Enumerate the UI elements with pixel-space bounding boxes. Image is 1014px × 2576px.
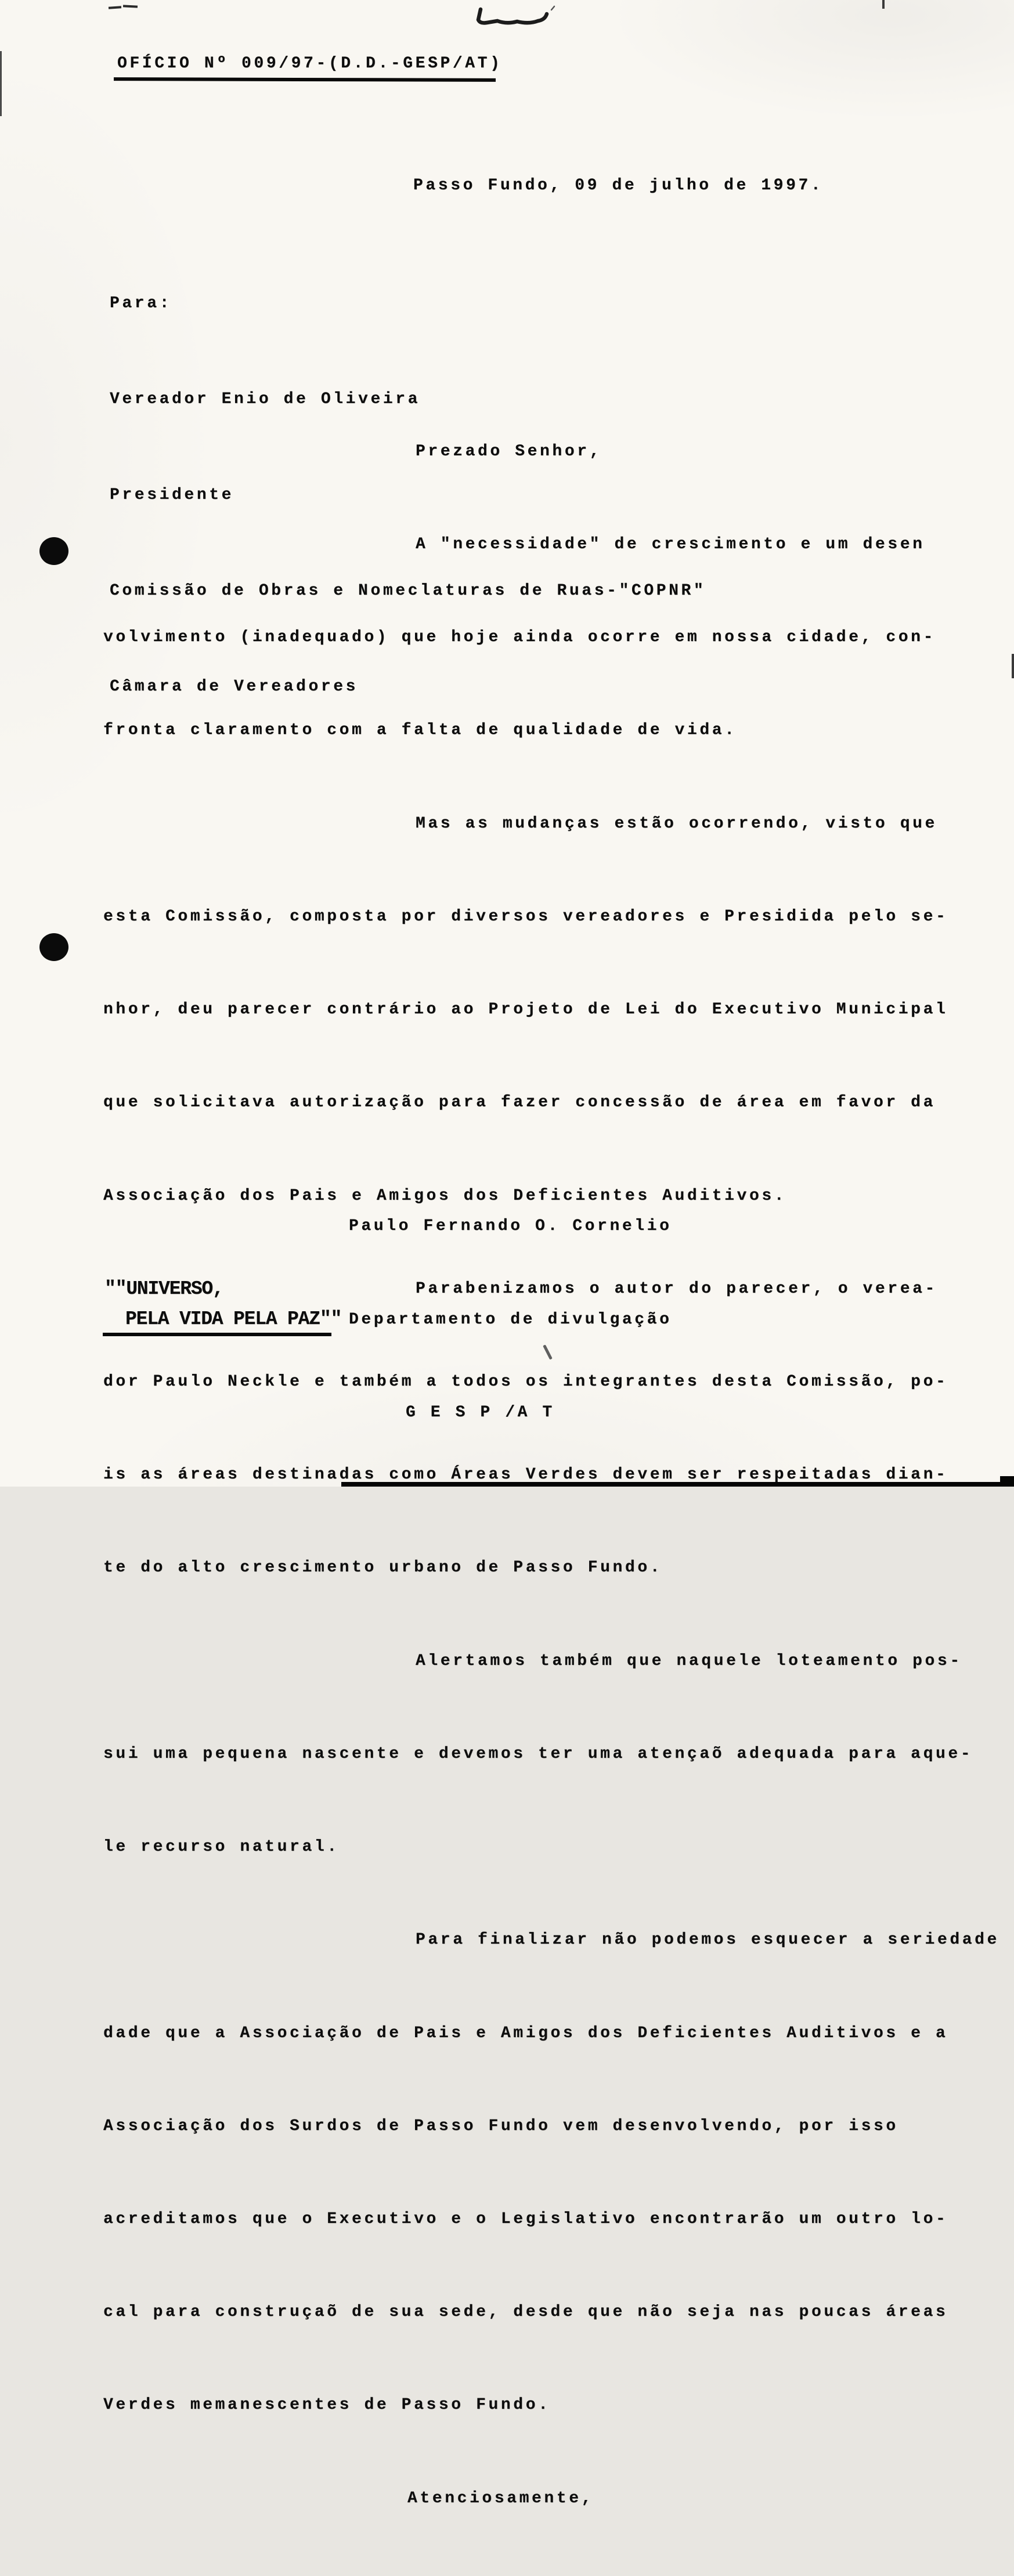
signature-unit: G E S P /A T — [406, 1404, 555, 1422]
body-line: le recurso natural. — [103, 1838, 340, 1857]
scan-mark-top-right — [882, 0, 885, 9]
body-line: volvimento (inadequado) que hoje ainda ocorre em nossa cidade, con- — [103, 628, 936, 647]
body-line: is as áreas destinadas como Áreas Verdes devem ser respeitadas dian- — [103, 1466, 948, 1484]
scan-mark-bottom-right — [1000, 1476, 1014, 1487]
hole-punch-mark-lower — [39, 933, 68, 961]
document-reference: OFÍCIO Nº 009/97-(D.D.-GESP/AT) — [117, 55, 503, 73]
pen-stroke-top-center — [471, 5, 558, 30]
body-line: Parabenizamos o autor do parecer, o verea- — [416, 1279, 937, 1298]
dateline: Passo Fundo, 09 de julho de 1997. — [413, 177, 824, 195]
body-line: acreditamos que o Executivo e o Legislativo encontrarão um outro lo- — [103, 2210, 948, 2228]
slogan-underline — [103, 1333, 331, 1336]
signature-department: Departamento de divulgação — [349, 1310, 672, 1329]
body-line: te do alto crescimento urbano de Passo Fundo. — [103, 1559, 663, 1577]
body-line: dade que a Associação de Pais e Amigos dos Deficientes Auditivos e a — [103, 2024, 948, 2042]
body-line: Associação dos Surdos de Passo Fundo vem desenvolvendo, por isso — [103, 2117, 898, 2135]
pen-scribble-top-left — [109, 6, 121, 9]
body-line: Mas as mudanças estão ocorrendo, visto que — [416, 814, 937, 833]
body-line: nhor, deu parecer contrário ao Projeto de Lei do Executivo Municipal — [103, 1001, 948, 1019]
closing: Atenciosamente, — [407, 2489, 594, 2507]
body-line: Para finalizar não podemos esquecer a seriedade — [416, 1931, 999, 1949]
recipient-line: Comissão de Obras e Nomeclaturas de Ruas-"COPNR" — [110, 582, 706, 600]
body-line: que solicitava autorização para fazer concessão de área em favor da — [103, 1093, 936, 1112]
recipient-line: Câmara de Vereadores — [110, 678, 359, 696]
body-line: dor Paulo Neckle e também a todos os integrantes desta Comissão, po- — [103, 1373, 948, 1391]
body-line: sui uma pequena nascente e devemos ter uma atençaõ adequada para aque- — [103, 1744, 973, 1763]
reference-underline — [114, 77, 496, 82]
signature-block — [349, 1149, 672, 1491]
body-line: esta Comissão, composta por diversos vereadores e Presidida pelo se- — [103, 907, 948, 926]
recipient-label: Para: — [110, 294, 172, 312]
salutation: Prezado Senhor, — [416, 442, 602, 460]
body-line: A "necessidade" de crescimento e um desen — [416, 535, 925, 554]
pen-scribble-top-left-2 — [123, 5, 138, 8]
body-line: Verdes memanescentes de Passo Fundo. — [103, 2396, 551, 2415]
slogan-line-2: PELA VIDA PELA PAZ"" — [125, 1308, 342, 1330]
hole-punch-mark-upper — [39, 537, 68, 565]
scan-mark-right-edge — [1012, 654, 1014, 678]
recipient-line: Vereador Enio de Oliveira — [110, 390, 421, 408]
slogan-line-1: ""UNIVERSO, — [104, 1278, 223, 1300]
signature-name: Paulo Fernando O. Cornelio — [349, 1217, 672, 1235]
scan-line-left-edge — [0, 51, 2, 116]
body-line: Alertamos também que naquele loteamento pos- — [416, 1652, 962, 1670]
body-line: cal para construçaõ de sua sede, desde que não seja nas poucas áreas — [103, 2303, 948, 2322]
recipient-line: Presidente — [110, 486, 234, 504]
body-line: fronta claramento com a falta de qualidade de vida. — [103, 721, 737, 740]
body-line: Associação dos Pais e Amigos dos Deficientes Auditivos. — [103, 1186, 787, 1205]
